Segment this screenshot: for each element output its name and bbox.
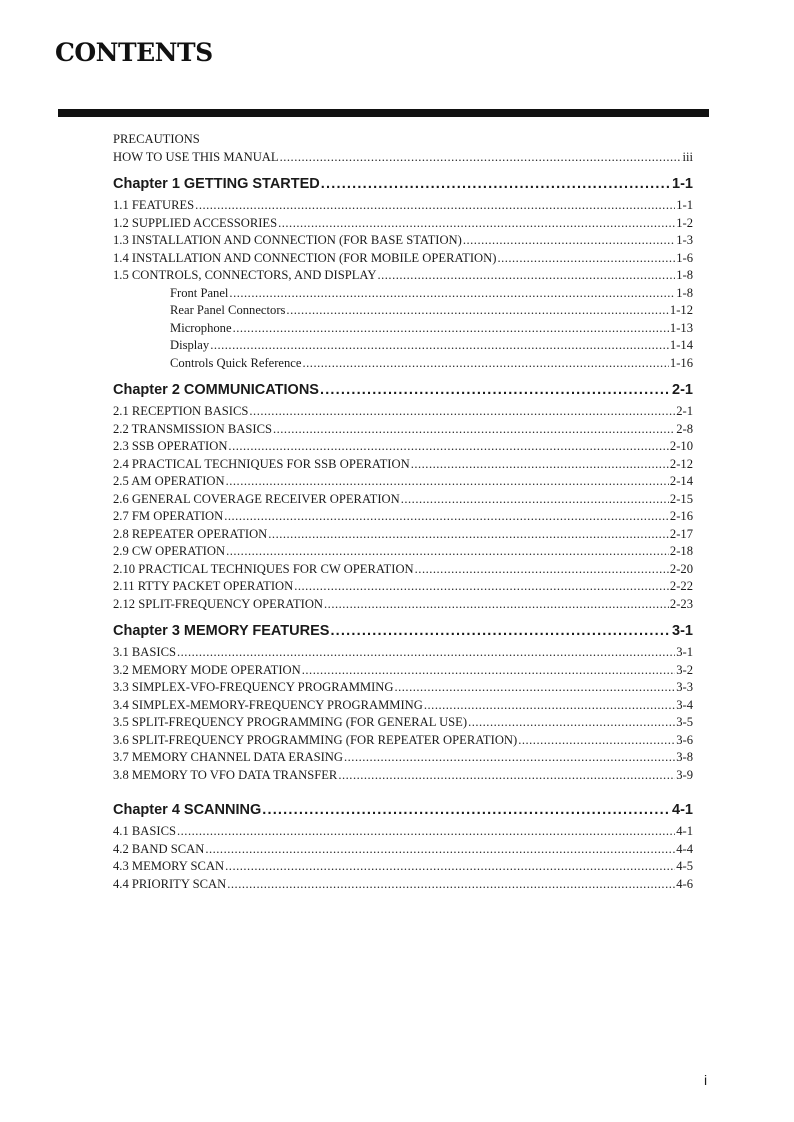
toc-entry	[113, 767, 693, 785]
toc-label: 2.2 TRANSMISSION BASICS	[113, 421, 272, 436]
toc-entry	[113, 438, 693, 456]
dot-leader	[205, 841, 675, 859]
dot-leader	[411, 456, 669, 474]
toc-entry	[113, 841, 693, 859]
toc-entry	[113, 543, 693, 561]
dot-leader	[344, 749, 675, 767]
toc-label: 3.7 MEMORY CHANNEL DATA ERASING	[113, 750, 343, 764]
toc-label: 2.7 FM OPERATION	[113, 509, 224, 523]
toc-entry	[113, 596, 693, 614]
chapter-label: Chapter 1 GETTING STARTED	[113, 176, 320, 192]
dot-leader	[210, 337, 669, 355]
chapter-heading-2	[113, 380, 693, 400]
dot-leader	[262, 800, 671, 820]
toc-entry	[113, 491, 693, 509]
toc-page: 3-4	[676, 697, 693, 712]
toc-label: 2.6 GENERAL COVERAGE RECEIVER OPERATION	[113, 491, 400, 506]
title-rule	[58, 109, 709, 117]
toc-label: 1.4 INSTALLATION AND CONNECTION (FOR MOBILE OPERATION)	[113, 250, 497, 265]
toc-page: 1-16	[669, 355, 693, 370]
toc-label: 2.3 SSB OPERATION	[113, 439, 228, 453]
toc-page: 2-16	[669, 509, 693, 523]
toc-page: 1-1	[676, 198, 693, 212]
toc-page: 2-18	[669, 544, 693, 558]
dot-leader	[224, 508, 669, 526]
toc-entry	[113, 679, 693, 697]
chapter-heading-3	[113, 621, 693, 641]
toc-page: 1-8	[676, 268, 693, 282]
toc-label: 4.1 BASICS	[113, 824, 176, 838]
toc-label: 2.12 SPLIT-FREQUENCY OPERATION	[113, 596, 324, 611]
toc-label: 2.5 AM OPERATION	[113, 474, 225, 488]
dot-leader	[394, 679, 675, 697]
chapter-label: Chapter 2 COMMUNICATIONS	[113, 382, 319, 398]
dot-leader	[338, 767, 675, 785]
dot-leader	[286, 302, 668, 320]
dot-leader	[321, 174, 671, 194]
toc-entry	[113, 232, 693, 250]
dot-leader	[497, 250, 675, 268]
toc-label: 1.5 CONTROLS, CONNECTORS, AND DISPLAY	[113, 268, 377, 282]
toc-label: 2.10 PRACTICAL TECHNIQUES FOR CW OPERATION	[113, 561, 414, 576]
dot-leader	[227, 876, 675, 894]
toc-page: 2-14	[669, 474, 693, 488]
toc-page: 2-12	[669, 456, 693, 471]
toc-page: 3-9	[676, 767, 693, 782]
chapter-heading-4	[113, 800, 693, 820]
chapter-page: 1-1	[672, 176, 693, 192]
dot-leader	[424, 697, 675, 715]
toc-entry	[113, 732, 693, 750]
dot-leader	[278, 215, 675, 233]
toc-page: 4-5	[676, 859, 693, 873]
toc-page: 3-5	[676, 715, 693, 729]
toc-page: 2-17	[669, 526, 693, 541]
toc-page: 2-1	[676, 404, 693, 418]
toc-label: Rear Panel Connectors	[170, 303, 286, 317]
dot-leader	[228, 438, 668, 456]
toc-entry	[113, 403, 693, 421]
toc-entry-how-to-use	[113, 149, 693, 167]
toc-label: 1.1 FEATURES	[113, 198, 195, 212]
dot-leader	[233, 320, 669, 338]
dot-leader	[249, 403, 675, 421]
toc-subentry	[113, 337, 693, 355]
toc-page: 3-3	[676, 680, 693, 694]
dot-leader	[415, 561, 669, 579]
toc-entry-precautions	[113, 131, 693, 149]
toc-label: 2.4 PRACTICAL TECHNIQUES FOR SSB OPERATION	[113, 456, 410, 471]
toc-page: 3-6	[676, 732, 693, 747]
dot-leader	[229, 285, 675, 303]
toc-page: 1-8	[676, 285, 693, 300]
toc-entry	[113, 714, 693, 732]
dot-leader	[320, 380, 671, 400]
toc-entry	[113, 749, 693, 767]
toc-entry	[113, 456, 693, 474]
toc-page: 1-6	[676, 250, 693, 265]
toc-page: 2-10	[669, 439, 693, 453]
toc-page: 1-3	[676, 233, 693, 247]
toc-label: Front Panel	[170, 285, 229, 300]
dot-leader	[377, 267, 675, 285]
toc-label: HOW TO USE THIS MANUAL	[113, 149, 279, 164]
dot-leader	[330, 621, 671, 641]
toc-label: 1.3 INSTALLATION AND CONNECTION (FOR BASE STATION)	[113, 233, 462, 247]
toc-label: 1.2 SUPPLIED ACCESSORIES	[113, 215, 278, 230]
chapter-page: 4-1	[672, 802, 693, 818]
toc-entry	[113, 561, 693, 579]
toc-page: 3-8	[676, 750, 693, 764]
toc-page: 1-12	[669, 303, 693, 317]
dot-leader	[177, 644, 675, 662]
toc-label: 2.8 REPEATER OPERATION	[113, 526, 268, 541]
dot-leader	[463, 232, 675, 250]
toc-label: 4.3 MEMORY SCAN	[113, 859, 225, 873]
toc-entry	[113, 823, 693, 841]
toc-entry	[113, 421, 693, 439]
toc-label: 3.5 SPLIT-FREQUENCY PROGRAMMING (FOR GENERAL USE)	[113, 715, 468, 729]
dot-leader	[302, 662, 675, 680]
toc-label: Display	[170, 338, 210, 352]
toc-label: 3.2 MEMORY MODE OPERATION	[113, 662, 301, 677]
toc-page: 2-15	[669, 491, 693, 506]
toc-entry	[113, 876, 693, 894]
toc-label: 3.8 MEMORY TO VFO DATA TRANSFER	[113, 767, 338, 782]
toc-entry	[113, 473, 693, 491]
toc-page: 2-22	[669, 579, 693, 593]
toc-label: 4.4 PRIORITY SCAN	[113, 876, 227, 891]
dot-leader	[324, 596, 669, 614]
dot-leader	[226, 473, 669, 491]
table-of-contents	[113, 131, 693, 893]
toc-label: Microphone	[170, 320, 232, 335]
toc-entry	[113, 267, 693, 285]
toc-entry	[113, 644, 693, 662]
toc-label: 2.9 CW OPERATION	[113, 544, 226, 558]
toc-entry	[113, 697, 693, 715]
dot-leader	[268, 526, 669, 544]
toc-subentry	[113, 320, 693, 338]
toc-page: 3-2	[676, 662, 693, 677]
toc-entry	[113, 215, 693, 233]
toc-entry	[113, 662, 693, 680]
toc-page: 4-6	[676, 876, 693, 891]
dot-leader	[468, 714, 675, 732]
toc-page: 2-20	[669, 561, 693, 576]
toc-label: Controls Quick Reference	[170, 355, 302, 370]
toc-subentry	[113, 302, 693, 320]
toc-entry	[113, 526, 693, 544]
dot-leader	[195, 197, 675, 215]
toc-entry	[113, 197, 693, 215]
toc-page: 1-13	[669, 320, 693, 335]
toc-label: 2.11 RTTY PACKET OPERATION	[113, 579, 294, 593]
chapter-page: 3-1	[672, 623, 693, 639]
toc-entry	[113, 508, 693, 526]
page-title: CONTENTS	[55, 38, 213, 67]
toc-label: 3.6 SPLIT-FREQUENCY PROGRAMMING (FOR REPEATER OPERATION)	[113, 732, 518, 747]
toc-label: 3.4 SIMPLEX-MEMORY-FREQUENCY PROGRAMMING	[113, 697, 423, 712]
toc-label: 4.2 BAND SCAN	[113, 841, 205, 856]
toc-page: 4-1	[676, 824, 693, 838]
dot-leader	[273, 421, 675, 439]
dot-leader	[518, 732, 675, 750]
chapter-heading-1	[113, 174, 693, 194]
toc-entry	[113, 858, 693, 876]
toc-page: iii	[682, 149, 693, 164]
chapter-label: Chapter 3 MEMORY FEATURES	[113, 623, 330, 639]
toc-page: 4-4	[676, 841, 693, 856]
chapter-page: 2-1	[672, 382, 693, 398]
toc-page: 2-8	[676, 421, 693, 436]
dot-leader	[294, 578, 669, 596]
page-number: i	[704, 1072, 708, 1088]
toc-label: 3.1 BASICS	[113, 645, 176, 659]
toc-entry	[113, 578, 693, 596]
toc-subentry	[113, 355, 693, 373]
toc-label: 3.3 SIMPLEX-VFO-FREQUENCY PROGRAMMING	[113, 680, 394, 694]
toc-page: 2-23	[669, 596, 693, 611]
dot-leader	[177, 823, 675, 841]
chapter-label: Chapter 4 SCANNING	[113, 802, 262, 818]
toc-page: 3-1	[676, 645, 693, 659]
toc-page: 1-14	[669, 338, 693, 352]
dot-leader	[303, 355, 669, 373]
dot-leader	[226, 543, 669, 561]
dot-leader	[280, 149, 682, 167]
toc-label: PRECAUTIONS	[113, 132, 200, 146]
toc-label: 2.1 RECEPTION BASICS	[113, 404, 249, 418]
toc-page: 1-2	[676, 215, 693, 230]
toc-entry	[113, 250, 693, 268]
toc-subentry	[113, 285, 693, 303]
dot-leader	[401, 491, 669, 509]
dot-leader	[225, 858, 675, 876]
